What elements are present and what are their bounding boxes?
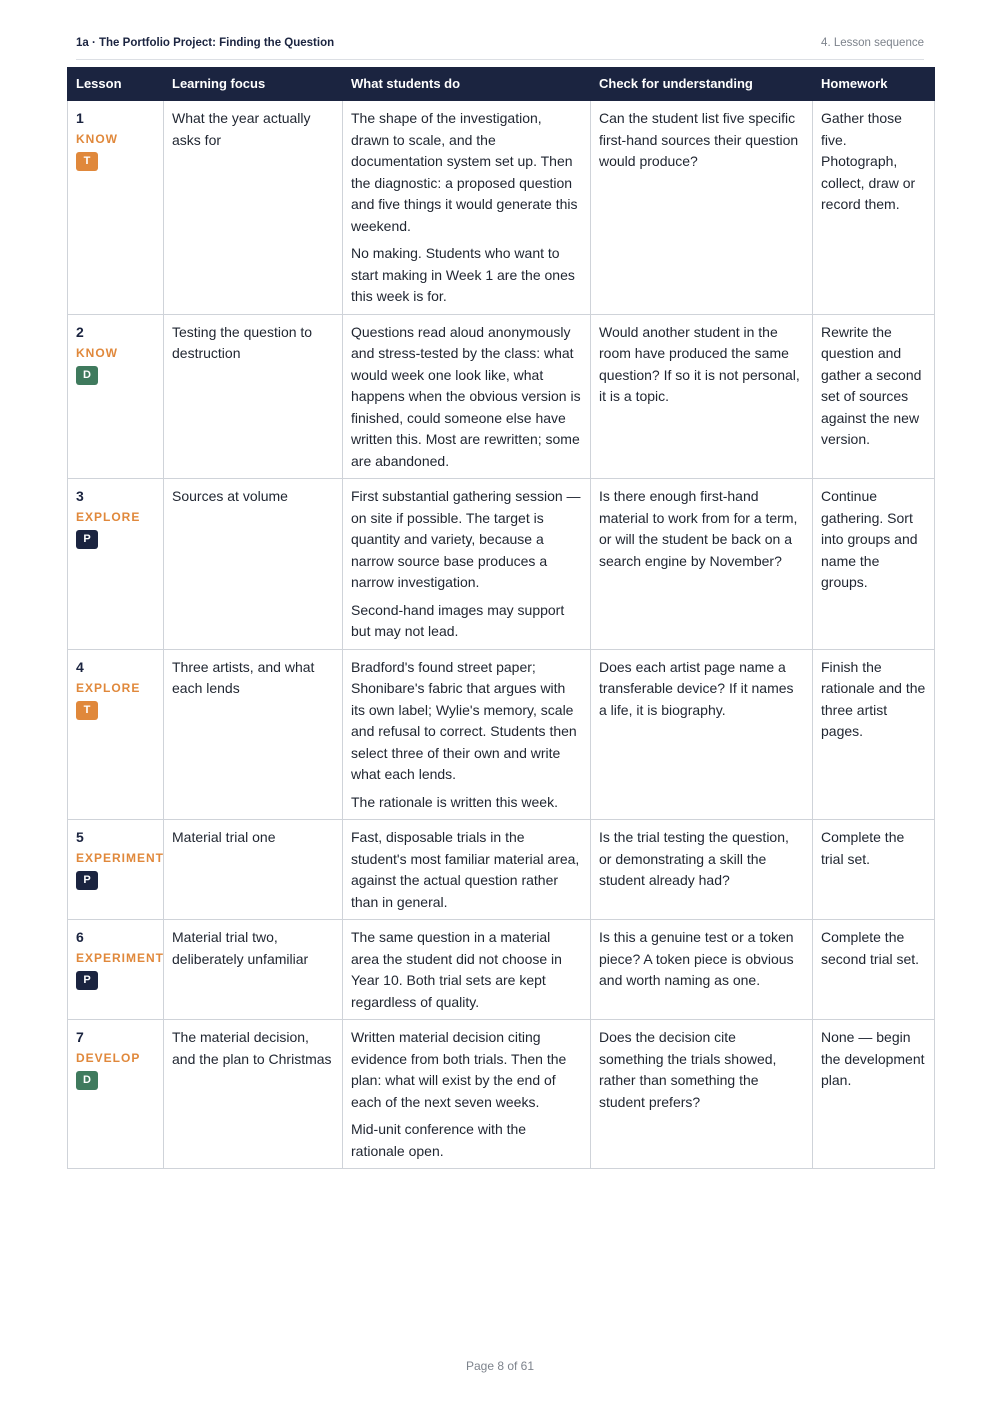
column-header-what-students-do: What students do — [343, 68, 591, 101]
homework-cell: Rewrite the question and gather a second set of sources against the new version. — [813, 314, 935, 479]
check-cell: Does the decision cite something the trials showed, rather than something the student prefers? — [591, 1020, 813, 1169]
learning-focus-cell: Material trial two, deliberately unfamiliar — [164, 920, 343, 1020]
column-header-learning-focus: Learning focus — [164, 68, 343, 101]
lesson-number: 5 — [76, 829, 84, 845]
activity-paragraph: Mid-unit conference with the rationale open. — [351, 1121, 527, 1159]
lesson-cell — [68, 920, 164, 1020]
homework-cell: Continue gathering. Sort into groups and name the groups. — [813, 479, 935, 650]
activity-paragraph: Fast, disposable trials in the student's most familiar material area, against the actual question rather than in general. — [351, 829, 580, 910]
table-row — [68, 920, 935, 1020]
lesson-number: 6 — [76, 929, 84, 945]
stage-label: EXPERIMENT — [76, 851, 165, 865]
lesson-cell — [68, 101, 164, 315]
column-header-lesson: Lesson — [68, 68, 164, 101]
learning-focus-cell: Material trial one — [164, 820, 343, 920]
mode-badge: D — [76, 366, 98, 385]
lesson-cell — [68, 820, 164, 920]
column-header-homework: Homework — [813, 68, 935, 101]
table-row — [68, 649, 935, 820]
table-header-row — [68, 68, 935, 101]
check-cell: Can the student list five specific first-hand sources their question would produce? — [591, 101, 813, 315]
lesson-number: 4 — [76, 658, 84, 675]
learning-focus-cell: The material decision, and the plan to Christmas — [164, 1020, 343, 1169]
stage-label: EXPLORE — [76, 680, 141, 695]
stage-label: EXPLORE — [76, 510, 141, 524]
table-row — [68, 1020, 935, 1169]
lesson-number: 2 — [76, 323, 84, 340]
activities-cell — [343, 649, 591, 820]
activities-cell — [343, 314, 591, 479]
activities-cell — [343, 1020, 591, 1169]
activities-cell — [343, 820, 591, 920]
lesson-cell — [68, 649, 164, 820]
check-cell: Is this a genuine test or a token piece? A token piece is obvious and worth naming as one. — [591, 920, 813, 1020]
check-cell: Does each artist page name a transferable device? If it names a life, it is biography. — [591, 649, 813, 820]
activity-paragraph: The same question in a material area the student did not choose in Year 10. Both trial sets are kept regardless of quality. — [351, 929, 562, 1010]
table-body — [68, 101, 935, 1169]
homework-cell: Gather those five. Photograph, collect, draw or record them. — [813, 101, 935, 315]
homework-cell: None — begin the development plan. — [813, 1020, 935, 1169]
lesson-number: 7 — [76, 1029, 84, 1045]
check-cell: Is the trial testing the question, or demonstrating a skill the student already had? — [591, 820, 813, 920]
learning-focus-cell: Three artists, and what each lends — [164, 649, 343, 820]
activities-cell — [343, 479, 591, 650]
mode-badge: P — [76, 971, 98, 990]
lesson-number: 3 — [76, 488, 84, 504]
running-header — [76, 37, 924, 60]
homework-cell: Finish the rationale and the three artist pages. — [813, 649, 935, 820]
check-cell: Would another student in the room have produced the same question? If so it is not personal, it is a topic. — [591, 314, 813, 479]
stage-label: KNOW — [76, 345, 118, 360]
table-row — [68, 314, 935, 479]
column-header-check-for-understanding: Check for understanding — [591, 68, 813, 101]
activity-paragraph: The rationale is written this week. — [351, 793, 558, 810]
mode-badge: P — [76, 530, 98, 549]
activities-cell — [343, 101, 591, 315]
stage-label: DEVELOP — [76, 1051, 141, 1065]
lesson-cell — [68, 479, 164, 650]
activity-paragraph: Questions read aloud anonymously and stress-tested by the class: what would week one look like, what happens when the obvious version is finished, could someone else have written this. Most are rewritten; some are abandoned. — [351, 323, 581, 469]
activities-cell — [343, 920, 591, 1020]
activity-paragraph: Second-hand images may support but may not lead. — [351, 601, 565, 639]
activity-paragraph: The shape of the investigation, drawn to scale, and the documentation system set up. Then the diagnostic: a proposed question and five things it would generate this weekend. — [351, 110, 578, 234]
check-cell: Is there enough first-hand material to work from for a term, or will the student be back on a search engine by November? — [591, 479, 813, 650]
learning-focus-cell: Sources at volume — [164, 479, 343, 650]
mode-badge: P — [76, 871, 98, 890]
stage-label: EXPERIMENT — [76, 951, 165, 965]
table-row — [68, 820, 935, 920]
table-row — [68, 101, 935, 315]
lesson-sequence-table — [67, 67, 935, 1169]
lesson-cell — [68, 314, 164, 479]
mode-badge: T — [76, 701, 98, 720]
activity-paragraph: Written material decision citing evidence from both trials. Then the plan: what will exist by the end of each of the next seven weeks. — [351, 1029, 567, 1110]
table-row — [68, 479, 935, 650]
learning-focus-cell: Testing the question to destruction — [164, 314, 343, 479]
page-number: Page 8 of 61 — [465, 1359, 535, 1373]
document-title: 1a · The Portfolio Project: Finding the Question — [76, 37, 335, 49]
lesson-cell — [68, 1020, 164, 1169]
homework-cell: Complete the second trial set. — [813, 920, 935, 1020]
activity-paragraph: No making. Students who want to start making in Week 1 are the ones this week is for. — [351, 245, 575, 304]
section-label: 4. Lesson sequence — [821, 37, 924, 49]
homework-cell: Complete the trial set. — [813, 820, 935, 920]
mode-badge: D — [76, 1071, 98, 1090]
activity-paragraph: Bradford's found street paper; Shonibare's fabric that argues with its own label; Wylie's memory, scale and refusal to correct. Students then select three of their own and write what each lends. — [351, 658, 577, 782]
activity-paragraph: First substantial gathering session — on site if possible. The target is quantity and variety, because a narrow source base produces a narrow investigation. — [351, 488, 581, 590]
lesson-number: 1 — [76, 110, 84, 126]
learning-focus-cell: What the year actually asks for — [164, 101, 343, 315]
mode-badge: T — [76, 152, 98, 171]
stage-label: KNOW — [76, 132, 118, 146]
